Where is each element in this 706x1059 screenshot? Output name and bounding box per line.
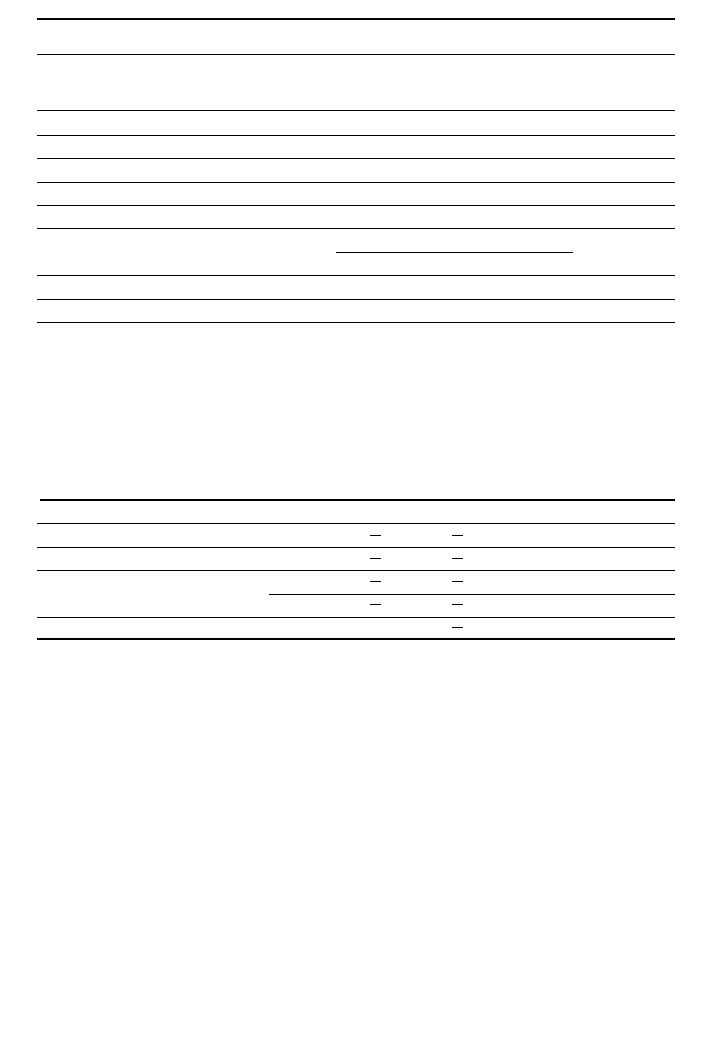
table-bottom-rule-header bbox=[37, 523, 675, 524]
overline-mark-col-b bbox=[452, 581, 463, 582]
table-top-rule-bottom bbox=[37, 322, 675, 323]
overline-mark-col-a bbox=[370, 535, 381, 536]
table-bottom-row-rule bbox=[37, 617, 675, 618]
table-top-row-rule bbox=[37, 228, 675, 229]
table-bottom-rule-top bbox=[40, 499, 675, 501]
table-bottom-row-rule bbox=[37, 547, 675, 548]
overline-mark-col-b bbox=[452, 627, 463, 628]
overline-mark-col-b bbox=[452, 558, 463, 559]
table-top-row-rule bbox=[37, 158, 675, 159]
overline-mark-col-b bbox=[452, 604, 463, 605]
table-bottom-rule-bottom bbox=[37, 638, 675, 640]
table-top-row-rule bbox=[37, 299, 675, 300]
table-top-row-rule bbox=[37, 275, 675, 276]
table-top-rule-top bbox=[37, 18, 675, 20]
overline-mark-col-a bbox=[370, 604, 381, 605]
table-top-row-rule bbox=[37, 182, 675, 183]
table-bottom-partial-rule bbox=[269, 594, 675, 595]
overline-mark-col-b bbox=[452, 535, 463, 536]
table-top-row-rule bbox=[37, 135, 675, 136]
table-bottom-row-rule bbox=[37, 570, 675, 571]
table-top-row-rule bbox=[37, 205, 675, 206]
table-top-row-rule bbox=[37, 110, 675, 111]
table-top-rule-header bbox=[37, 54, 675, 55]
table-top-partial-rule bbox=[336, 252, 573, 253]
overline-mark-col-a bbox=[370, 558, 381, 559]
overline-mark-col-a bbox=[370, 581, 381, 582]
